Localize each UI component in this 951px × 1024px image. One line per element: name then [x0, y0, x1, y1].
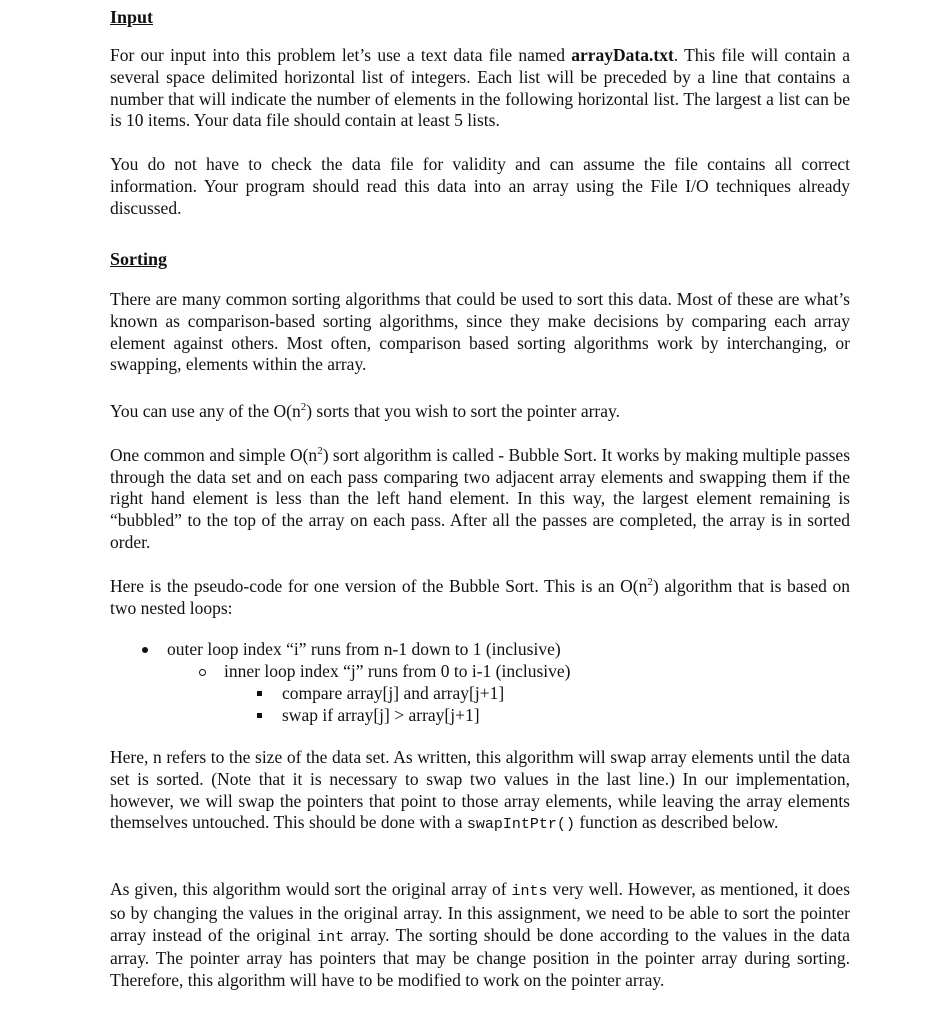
- input-paragraph-1: [110, 45, 850, 132]
- circle-bullet-icon: [199, 669, 206, 676]
- code-ints: ints: [511, 883, 548, 900]
- superscript: 2: [647, 576, 653, 588]
- superscript: 2: [317, 445, 323, 457]
- pseudo-code-list: [110, 639, 850, 729]
- text-run: You can use any of the O(n: [110, 400, 301, 421]
- input-paragraph-2: You do not have to check the data file for validity and can assume the file contains all correct information. Your program should read this data into an array using the File I/O techniques already discussed.: [110, 154, 850, 218]
- code-swapintptr: swapIntPtr(): [466, 816, 575, 834]
- superscript: 2: [300, 401, 307, 413]
- text-run: ) sort algorithm is called - Bubble Sort. It works by making multiple passes through the data set and on each pass comparing two adjacent array elements and swapping them if the right hand element is less than the left hand element. In this way, the largest element remaining is “bubbled” to the top of the array on each pass. After all the passes are completed, the array is in sorted order.: [110, 444, 851, 553]
- text-run: very well. However, as mentioned, it does so by changing the values in the original array. In this assignment, we need to be able to sort the pointer array instead of the original: [110, 879, 850, 945]
- compare-item: compare array[j] and array[j+1]: [282, 683, 505, 703]
- sorting-heading: Sorting: [110, 249, 168, 269]
- sorting-paragraph-4: [110, 572, 850, 619]
- text-run: function as described below.: [574, 812, 779, 833]
- square-bullet-icon: [257, 713, 262, 718]
- inner-loop-item: inner loop index “j” runs from 0 to i-1 (inclusive): [224, 661, 571, 681]
- swap-item: swap if array[j] > array[j+1]: [282, 705, 480, 725]
- input-heading: Input: [110, 7, 154, 27]
- text-run: Here, n refers to the size of the data set. As written, this algorithm will swap array elements until the data set is sorted. (Note that it is necessary to swap two values in the last line.) In our implementation, however, we will swap the pointers that point to those array elements, while leaving the array elements themselves untouched. This should be done with a: [110, 747, 850, 833]
- disc-bullet-icon: [142, 647, 148, 653]
- sorting-paragraph-2: [110, 397, 850, 423]
- sorting-paragraph-3: [110, 441, 850, 554]
- text-run: As given, this algorithm would sort the original array of: [110, 879, 512, 899]
- sorting-paragraph-6: [110, 879, 850, 992]
- sorting-paragraph-5: [110, 747, 850, 836]
- text-run: ) sorts that you wish to sort the pointer array.: [306, 400, 621, 421]
- text-run: One common and simple O(n: [110, 444, 318, 465]
- text-run: . This file will contain a several space delimited horizontal list of integers. Each list will be preceded by a line that contains a number that will indicate the number of elements in the following horizontal list. The largest a list can be is 10 items. Your data file should contain at least 5 lists.: [110, 45, 850, 131]
- outer-loop-item: outer loop index “i” runs from n-1 down to 1 (inclusive): [167, 639, 561, 659]
- code-int: int: [317, 928, 345, 946]
- square-bullet-icon: [257, 691, 262, 696]
- text-run: Here is the pseudo-code for one version of the Bubble Sort. This is an O(n: [110, 575, 648, 596]
- text-run: ) algorithm that is based on two nested loops:: [110, 575, 850, 618]
- text-run: array. The sorting should be done according to the values in the data array. The pointer array has pointers that may be change position in the pointer array during sorting. Therefore, this algorithm will have to be modified to work on the pointer array.: [110, 924, 850, 991]
- text-run: For our input into this problem let’s use a text data file named: [110, 45, 572, 65]
- filename: arrayData.txt: [571, 45, 674, 65]
- sorting-paragraph-1: There are many common sorting algorithms that could be used to sort this data. Most of these are what’s known as comparison-based sorting algorithms, since they make decisions by comparing each array element against others. Most often, comparison based sorting algorithms work by interchanging, or swapping, elements within the array.: [110, 289, 850, 375]
